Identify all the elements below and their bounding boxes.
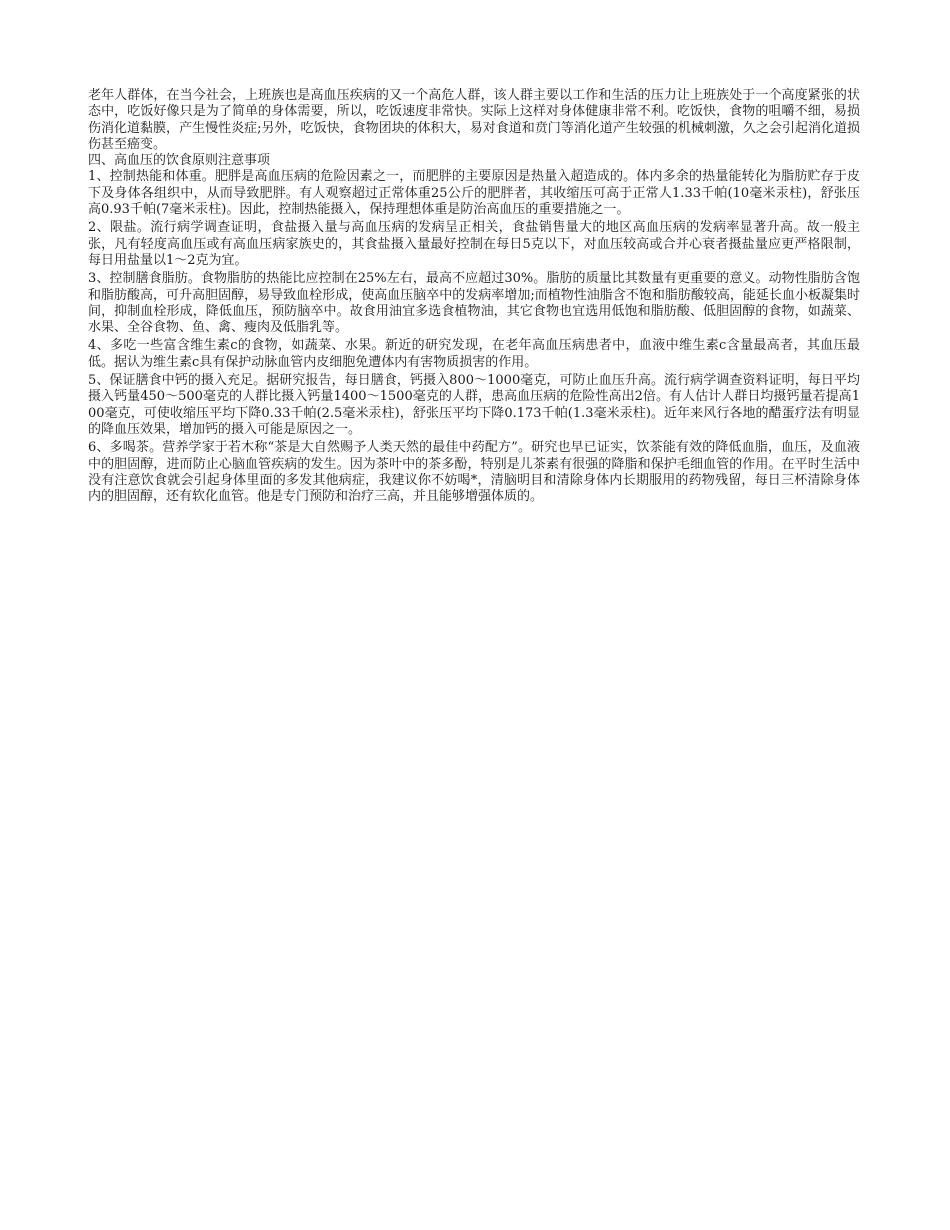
paragraph-item-3: 3、控制膳食脂肪。食物脂肪的热能比应控制在25%左右，最高不应超过30%。脂肪的质量比其数量有更重要的意义。动物性脂肪含饱和脂肪酸高，可升高胆固醇，易导致血栓形成，使高血压脑卒中的发病率增加;而植物性油脂含不饱和脂肪酸较高，能延长血小板凝集时间，抑制血栓形成，降低血压，预防脑卒中。故食用油宜多选食植物油，其它食物也宜选用低饱和脂肪酸、低胆固醇的食物，如蔬菜、水果、全谷食物、鱼、禽、瘦肉及低脂乳等。 — [88, 271, 860, 336]
section-heading: 四、高血压的饮食原则注意事项 — [88, 153, 271, 169]
paragraph-intro: 老年人群体，在当今社会，上班族也是高血压疾病的又一个高危人群，该人群主要以工作和生活的压力让上班族处于一个高度紧张的状态中，吃饭好像只是为了简单的身体需要，所以，吃饭速度非常快。实际上这样对身体健康非常不利。吃饭快，食物的咀嚼不细，易损伤消化道黏膜，产生慢性炎症;另外，吃饭快，食物团块的体积大，易对食道和贲门等消化道产生较强的机械刺激，久之会引起消化道损伤甚至癌变。 — [88, 88, 860, 152]
paragraph-item-4: 4、多吃一些富含维生素c的食物，如蔬菜、水果。新近的研究发现，在老年高血压病患者中，血液中维生素c含量最高者，其血压最低。据认为维生素c具有保护动脉血管内皮细胞免遭体内有害物质损害的作用。 — [88, 338, 860, 370]
document-body — [88, 88, 860, 505]
paragraph-item-5: 5、保证膳食中钙的摄入充足。据研究报告，每日膳食，钙摄入800～1000毫克，可防止血压升高。流行病学调查资料证明，每日平均摄入钙量450～500毫克的人群比摄入钙量1400～1500毫克的人群，患高血压病的危险性高出2倍。有人估计人群日均摄钙量若提高100毫克，可使收缩压平均下降0.33千帕(2.5毫米汞柱)，舒张压平均下降0.173千帕(1.3毫米汞柱)。近年来风行各地的醋蛋疗法有明显的降血压效果，增加钙的摄入可能是原因之一。 — [88, 373, 860, 437]
paragraph-item-1: 1、控制热能和体重。肥胖是高血压病的危险因素之一，而肥胖的主要原因是热量入超造成的。体内多余的热量能转化为脂肪贮存于皮下及身体各组织中，从而导致肥胖。有人观察超过正常体重25公斤的肥胖者，其收缩压可高于正常人1.33千帕(10毫米汞柱)，舒张压高0.93千帕(7毫米汞柱)。因此，控制热能摄入，保持理想体重是防治高血压的重要措施之一。 — [88, 169, 860, 218]
paragraph-item-6: 6、多喝茶。营养学家于若木称“茶是大自然赐予人类天然的最佳中药配方”。研究也早已证实，饮茶能有效的降低血脂，血压，及血液中的胆固醇，进而防止心脑血管疾病的发生。因为茶叶中的茶多酚，特别是儿茶素有很强的降脂和保护毛细血管的作用。在平时生活中没有注意饮食就会引起身体里面的多发其他病症，我建议你不妨喝*，清脑明目和清除身体内长期服用的药物残留，每日三杯清除身体内的胆固醇，还有软化血管。他是专门预防和治疗三高，并且能够增强体质的。 — [88, 440, 860, 505]
paragraph-item-2: 2、限盐。流行病学调查证明，食盐摄入量与高血压病的发病呈正相关，食盐销售量大的地区高血压病的发病率显著升高。故一般主张，凡有轻度高血压或有高血压病家族史的，其食盐摄入量最好控制在每日5克以下，对血压较高或合并心衰者摄盐量应更严格限制，每日用盐量以1～2克为宜。 — [88, 220, 860, 268]
